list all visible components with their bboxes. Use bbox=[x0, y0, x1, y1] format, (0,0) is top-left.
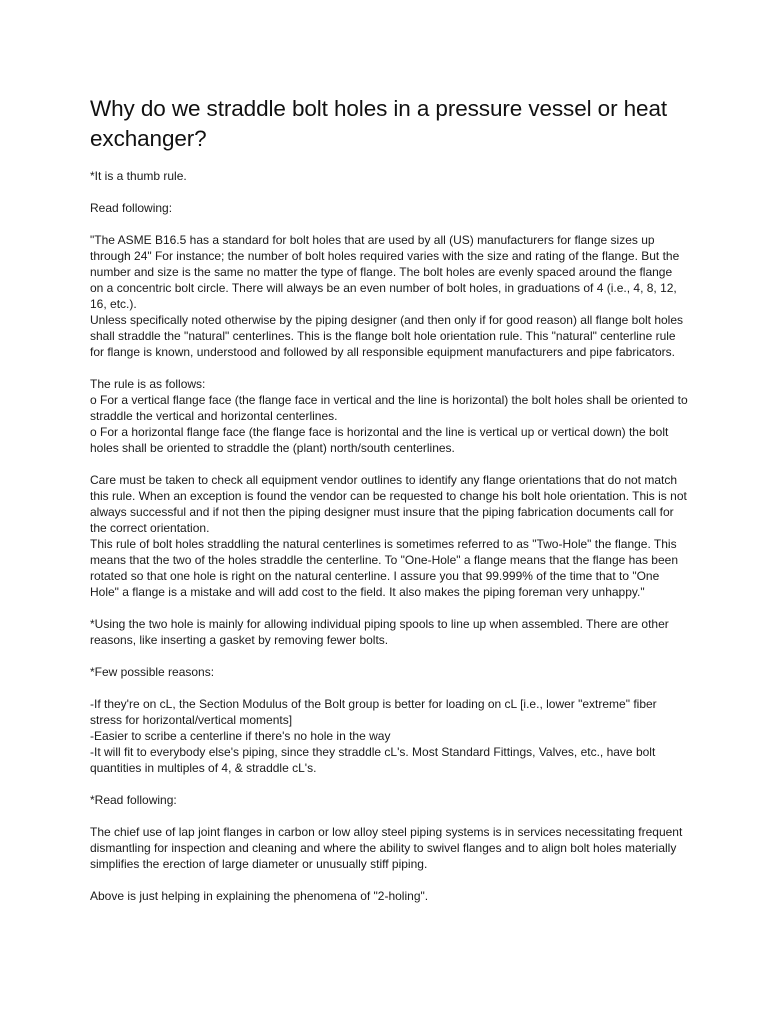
text-line: Care must be taken to check all equipment vendor outlines to identify any flange orientations that do not match this rule. When an exception is found the vendor can be requested to change his bolt hole orientation. This is not always successful and if not then the piping designer must insure that the piping fabrication documents call for the correct orientation. bbox=[90, 473, 687, 535]
text-line: *Using the two hole is mainly for allowing individual piping spools to line up when assembled. There are other reasons, like inserting a gasket by removing fewer bolts. bbox=[90, 617, 669, 647]
text-line: *Read following: bbox=[90, 793, 177, 807]
text-line: Unless specifically noted otherwise by the piping designer (and then only if for good reason) all flange bolt holes shall straddle the "natural" centerlines. This is the flange bolt hole orientation rule. This "natural" centerline rule for flange is known, understood and followed by all responsible equipment manufacturers and pipe fabricators. bbox=[90, 313, 684, 359]
paragraph bbox=[90, 376, 688, 456]
text-line: *Few possible reasons: bbox=[90, 665, 215, 679]
paragraph bbox=[90, 696, 688, 776]
text-line: o For a horizontal flange face (the flange face is horizontal and the line is vertical up or vertical down) the bolt holes shall be oriented to straddle the (plant) north/south centerlines. bbox=[90, 425, 669, 455]
paragraph bbox=[90, 200, 688, 216]
text-line: Above is just helping in explaining the phenomena of "2-holing". bbox=[90, 889, 429, 903]
paragraph bbox=[90, 664, 688, 680]
text-line: -If they're on cL, the Section Modulus of the Bolt group is better for loading on cL [i.e., lower "extreme" fiber stress for horizontal/vertical moments] bbox=[90, 697, 657, 727]
text-line: The chief use of lap joint flanges in carbon or low alloy steel piping systems is in services necessitating frequent dismantling for inspection and cleaning and where the ability to swivel flanges and to align bolt holes materially simplifies the erection of large diameter or unusually stiff piping. bbox=[90, 825, 683, 871]
paragraph bbox=[90, 888, 688, 904]
text-line: -Easier to scribe a centerline if there's no hole in the way bbox=[90, 729, 391, 743]
document-body bbox=[90, 168, 688, 904]
paragraph bbox=[90, 824, 688, 872]
text-line: This rule of bolt holes straddling the natural centerlines is sometimes referred to as "Two-Hole" the flange. This means that the two of the holes straddle the centerline. To "One-Hole" a flange means that the flange has been rotated so that one hole is right on the natural centerline. I assure you that 99.999% of the time that to "One Hole" a flange is a mistake and will add cost to the field. It also makes the piping foreman very unhappy." bbox=[90, 537, 679, 599]
document-page bbox=[90, 94, 688, 920]
text-line: *It is a thumb rule. bbox=[90, 169, 187, 183]
paragraph bbox=[90, 232, 688, 360]
paragraph bbox=[90, 616, 688, 648]
text-line: o For a vertical flange face (the flange face in vertical and the line is horizontal) the bolt holes shall be oriented to straddle the vertical and horizontal centerlines. bbox=[90, 393, 688, 423]
paragraph bbox=[90, 472, 688, 600]
text-line: The rule is as follows: bbox=[90, 377, 206, 391]
text-line: -It will fit to everybody else's piping, since they straddle cL's. Most Standard Fittings, Valves, etc., have bolt quantities in multiples of 4, & straddle cL's. bbox=[90, 745, 656, 775]
text-line: "The ASME B16.5 has a standard for bolt holes that are used by all (US) manufacturers for flange sizes up through 24" For instance; the number of bolt holes required varies with the size and rating of the flange. But the number and size is the same no matter the type of flange. The bolt holes are evenly spaced around the flange on a concentric bolt circle. There will always be an even number of bolt holes, in graduations of 4 (i.e., 4, 8, 12, 16, etc.). bbox=[90, 233, 680, 311]
paragraph bbox=[90, 168, 688, 184]
page-title: Why do we straddle bolt holes in a pressure vessel or heat exchanger? bbox=[90, 96, 668, 151]
paragraph bbox=[90, 792, 688, 808]
text-line: Read following: bbox=[90, 201, 173, 215]
